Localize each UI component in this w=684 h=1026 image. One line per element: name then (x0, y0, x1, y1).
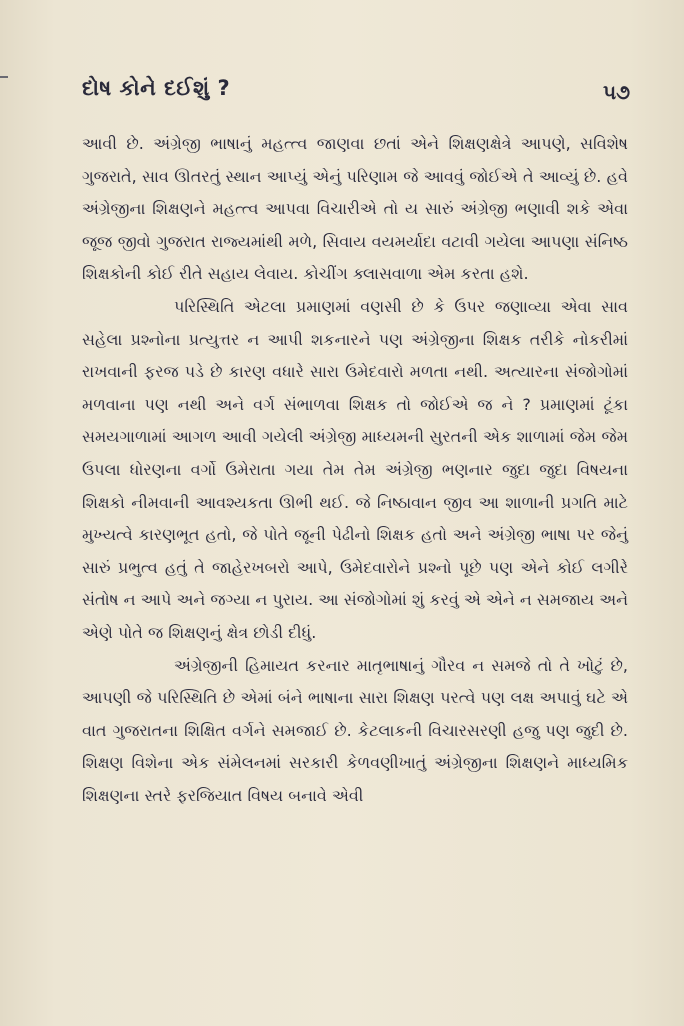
page-number: ૫૭ (602, 80, 630, 104)
paragraph: પરિસ્થિતિ એટલા પ્રમાણમાં વણસી છે કે ઉપર જણાવ્યા એવા સાવ સહેલા પ્રશ્નોના પ્રત્યુત્તર ન આપી શકનારને પણ અંગ્રેજીના શિક્ષક તરીકે નોકરીમાં રાખવાની ફરજ પડે છે કારણ વધારે સારા ઉમેદવારો મળતા નથી. અત્યારના સંજોગોમાં મળવાના પણ નથી અને વર્ગ સંભાળવા શિક્ષક તો જોઈએ જ ને ? પ્રમાણમાં ટૂંકા સમયગાળામાં આગળ આવી ગયેલી અંગ્રેજી માધ્યમની સુરતની એક શાળામાં જેમ જેમ ઉપલા ધોરણના વર્ગો ઉમેરાતા ગયા તેમ તેમ અંગ્રેજી ભણનાર જુદા જુદા વિષયના શિક્ષકો નીમવાની આવશ્યકતા ઊભી થઈ. જે નિષ્ઠાવાન જીવ આ શાળાની પ્રગતિ માટે મુખ્યત્વે કારણભૂત હતો, જે પોતે જૂની પેઢીનો શિક્ષક હતો અને અંગ્રેજી ભાષા પર જેનું સારું પ્રભુત્વ હતું તે જાહેરખબરો આપે, ઉમેદવારોને પ્રશ્નો પૂછે પણ એને કોઈ લગીરે સંતોષ ન આપે અને જગ્યા ન પુરાય. આ સંજોગોમાં શું કરવું એ એને ન સમજાય અને એણે પોતે જ શિક્ષણનું ક્ષેત્ર છોડી દીધું. (82, 296, 628, 642)
running-title: દોષ કોને દઈશું ? (82, 76, 231, 100)
page-header (60, 76, 630, 112)
paragraph: આવી છે. અંગ્રેજી ભાષાનું મહત્ત્વ જાણવા છતાં એને શિક્ષણક્ષેત્રે આપણે, સવિશેષ ગુજરાતે, સાવ ઊતરતું સ્થાન આપ્યું એનું પરિણામ જે આવવું જોઈએ તે આવ્યું છે. હવે અંગ્રેજીના શિક્ષણને મહત્ત્વ આપવા વિચારીએ તો ય સારું અંગ્રેજી ભણાવી શકે એવા જૂજ જીવો ગુજરાત રાજ્યમાંથી મળે, સિવાય વયમર્યાદા વટાવી ગયેલા આપણા સંનિષ્ઠ શિક્ષકોની કોઈ રીતે સહાય લેવાય. કોચીંગ ક્લાસવાળા એમ કરતા હશે. (82, 134, 628, 284)
margin-mark (0, 76, 8, 78)
paragraph: અંગ્રેજીની હિમાયત કરનાર માતૃભાષાનું ગૌરવ ન સમજે તો તે ખોટું છે, આપણી જે પરિસ્થિતિ છે એમાં બંને ભાષાના સારા શિક્ષણ પરત્વે પણ લક્ષ અપાવું ઘટે એ વાત ગુજરાતના શિક્ષિત વર્ગને સમજાઈ છે. કેટલાકની વિચારસરણી હજુ પણ જુદી છે. શિક્ષણ વિશેના એક સંમેલનમાં સરકારી કેળવણીખાતું અંગ્રેજીના શિક્ષણને માધ્યમિક શિક્ષણના સ્તરે ફરજિયાત વિષય બનાવે એવી (82, 655, 628, 805)
body-text (82, 128, 628, 812)
